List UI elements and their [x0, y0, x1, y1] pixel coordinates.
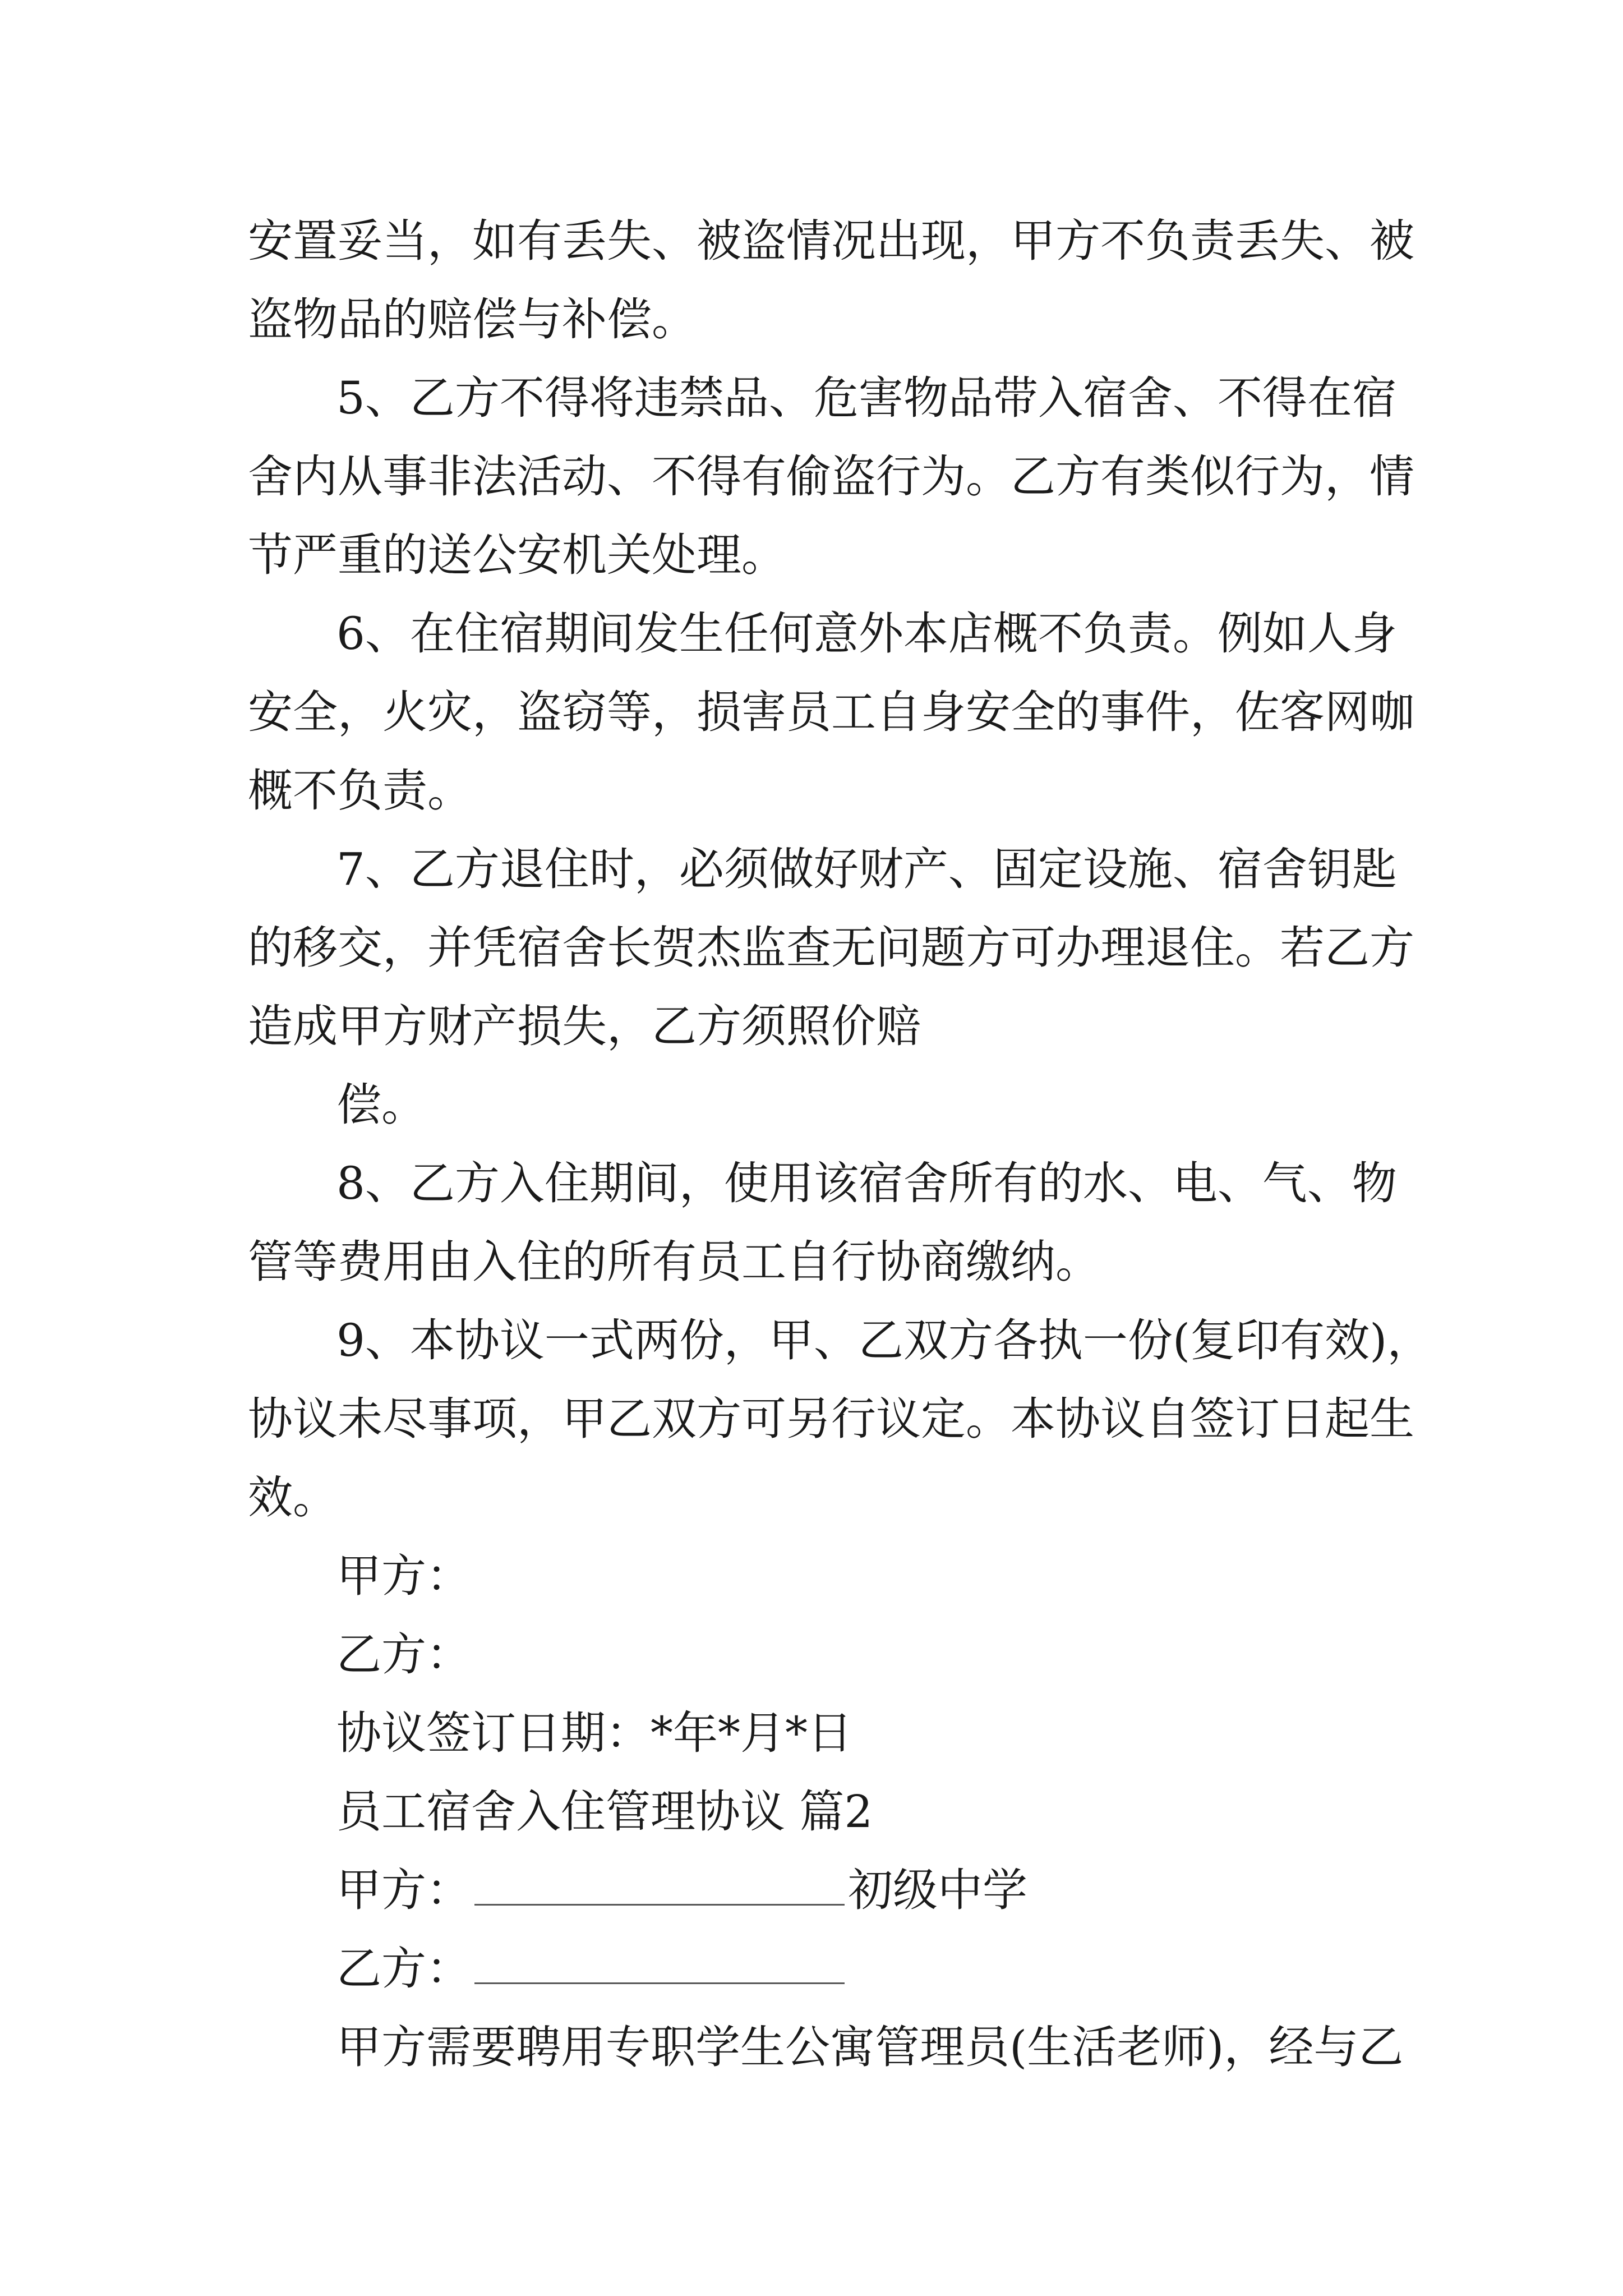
text-line: 协议未尽事项，甲乙双方可另行议定。本协议自签订日起生 — [248, 1393, 1414, 1445]
party-b-label: 乙方： — [336, 1943, 471, 1995]
party-a-suffix: 初级中学 — [848, 1864, 1027, 1916]
party-a-label: 甲方： — [336, 1864, 471, 1916]
text-line: 安全，火灾，盗窃等，损害员工自身安全的事件，佐客网咖 — [248, 686, 1414, 738]
text-line: 效。 — [248, 1471, 338, 1524]
section-heading: 员工宿舍入住管理协议 篇2 — [336, 1786, 873, 1838]
text-line: 8、乙方入住期间，使用该宿舍所有的水、电、气、物 — [336, 1157, 1397, 1209]
agreement-date: 协议签订日期：*年*月*日 — [336, 1707, 852, 1759]
text-line: 甲方需要聘用专职学生公寓管理员(生活老师)，经与乙 — [336, 2021, 1404, 2073]
text-line: 偿。 — [336, 1079, 426, 1131]
text-line: 安置妥当，如有丢失、被盗情况出现，甲方不负责丢失、被 — [248, 215, 1414, 267]
text-line: 节严重的送公安机关处理。 — [248, 529, 786, 581]
text-line: 5、乙方不得将违禁品、危害物品带入宿舍、不得在宿 — [336, 372, 1397, 424]
text-line: 盗物品的赔偿与补偿。 — [248, 293, 697, 346]
party-a-blank — [474, 1862, 845, 1906]
text-line: 管等费用由入住的所有员工自行协商缴纳。 — [248, 1236, 1100, 1288]
text-line: 7、乙方退住时，必须做好财产、固定设施、宿舍钥匙 — [336, 843, 1397, 895]
text-line: 的移交，并凭宿舍长贺杰监查无问题方可办理退住。若乙方 — [248, 922, 1414, 974]
party-a-row — [336, 1862, 1027, 1918]
party-b-blank — [474, 1941, 845, 1984]
text-line: 造成甲方财产损失，乙方须照价赔 — [248, 1000, 921, 1052]
text-line: 6、在住宿期间发生任何意外本店概不负责。例如人身 — [336, 608, 1397, 660]
signature-party-a: 甲方： — [336, 1550, 471, 1602]
party-b-row — [336, 1941, 848, 1997]
text-line: 概不负责。 — [248, 765, 472, 817]
text-line: 9、本协议一式两份，甲、乙双方各执一份(复印有效)， — [336, 1314, 1432, 1366]
text-line: 舍内从事非法活动、不得有偷盗行为。乙方有类似行为，情 — [248, 450, 1414, 503]
signature-party-b: 乙方： — [336, 1628, 471, 1681]
